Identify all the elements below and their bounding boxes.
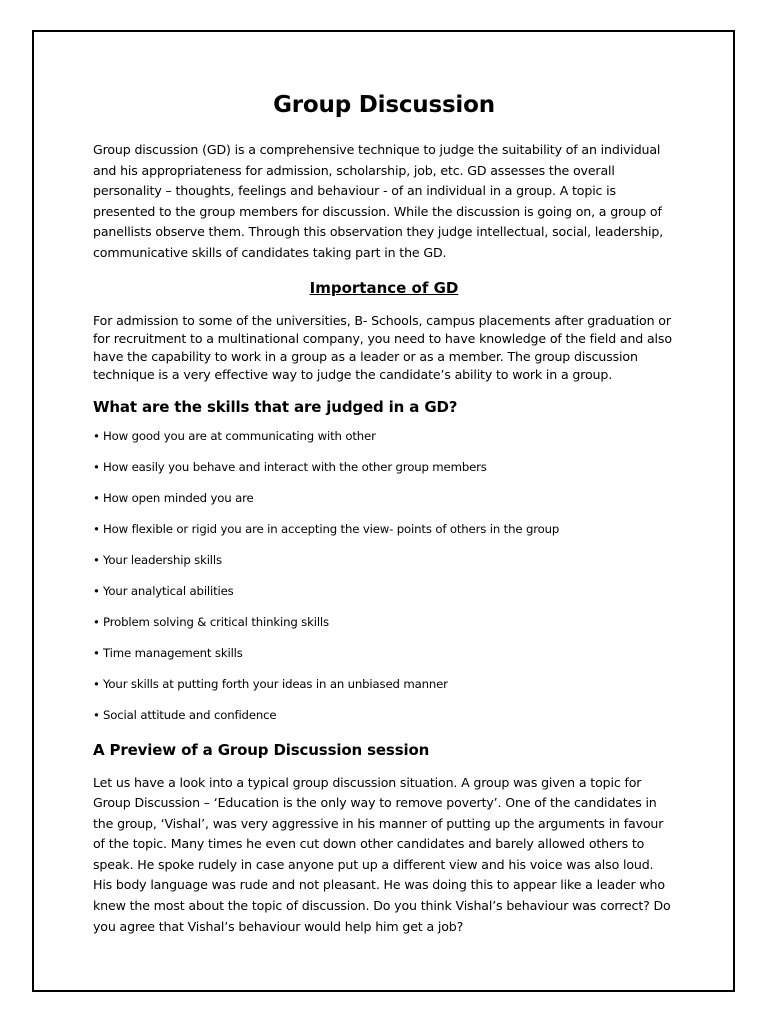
importance-heading: Importance of GD — [309, 278, 459, 297]
bullet-icon: • — [93, 490, 100, 505]
list-item — [93, 676, 675, 693]
list-item-text: Your leadership skills — [103, 552, 222, 567]
list-item — [93, 521, 675, 538]
list-item — [93, 645, 675, 662]
list-item — [93, 583, 675, 600]
intro-paragraph: Group discussion (GD) is a comprehensive technique to judge the suitability of an individual and his appropriateness for admission, scholarship, job, etc. GD assesses the overall personality – thoughts, feelings and behaviour - of an individual in a group. A topic is presented to the group members for discussion. While the discussion is going on, a group of panellists observe them. Through this observation they judge intellectual, social, leadership, communicative skills of candidates taking part in the GD. — [93, 142, 664, 260]
preview-heading: A Preview of a Group Discussion session — [93, 740, 430, 759]
skills-heading: What are the skills that are judged in a GD? — [93, 397, 458, 416]
list-item-text: Time management skills — [103, 646, 243, 661]
list-item-text: How open minded you are — [103, 490, 254, 505]
list-item-text: How good you are at communicating with other — [103, 428, 376, 443]
bullet-icon: • — [93, 428, 100, 443]
list-item — [93, 428, 675, 445]
list-item — [93, 459, 675, 476]
list-item — [93, 707, 675, 724]
bullet-icon: • — [93, 677, 100, 692]
bullet-icon: • — [93, 552, 100, 567]
bullet-icon: • — [93, 459, 100, 474]
importance-paragraph: For admission to some of the universities, B- Schools, campus placements after graduation or for recruitment to a multinational company, you need to have knowledge of the field and also have the capability to work in a group as a leader or as a member. The group discussion technique is a very effective way to judge the candidate’s ability to work in a group. — [93, 312, 672, 382]
bullet-icon: • — [93, 584, 100, 599]
list-item-text: How easily you behave and interact with the other group members — [103, 459, 487, 474]
list-item — [93, 552, 675, 569]
list-item-text: Your analytical abilities — [103, 584, 234, 599]
preview-paragraph: Let us have a look into a typical group discussion situation. A group was given a topic for Group Discussion – ‘Education is the only way to remove poverty’. One of the candidates in the group, ‘Vishal’, was very aggressive in his manner of putting up the arguments in favour of the topic. Many times he even cut down other candidates and barely allowed others to speak. He spoke rudely in case anyone put up a different view and his voice was also loud. His body language was rude and not pleasant. He was doing this to appear like a leader who knew the most about the topic of discussion. Do you think Vishal’s behaviour was correct? Do you agree that Vishal’s behaviour would help him get a job? — [93, 774, 671, 934]
list-item — [93, 614, 675, 631]
bullet-icon: • — [93, 708, 100, 723]
list-item-text: Social attitude and confidence — [103, 708, 277, 723]
list-item-text: Your skills at putting forth your ideas in an unbiased manner — [103, 677, 448, 692]
bullet-icon: • — [93, 646, 100, 661]
list-item-text: Problem solving & critical thinking skills — [103, 615, 329, 630]
skills-list — [93, 428, 675, 725]
bullet-icon: • — [93, 521, 100, 536]
document-content — [93, 85, 675, 937]
page-title: Group Discussion — [273, 92, 495, 118]
bullet-icon: • — [93, 615, 100, 630]
list-item-text: How flexible or rigid you are in accepting the view- points of others in the group — [103, 521, 560, 536]
list-item — [93, 490, 675, 507]
